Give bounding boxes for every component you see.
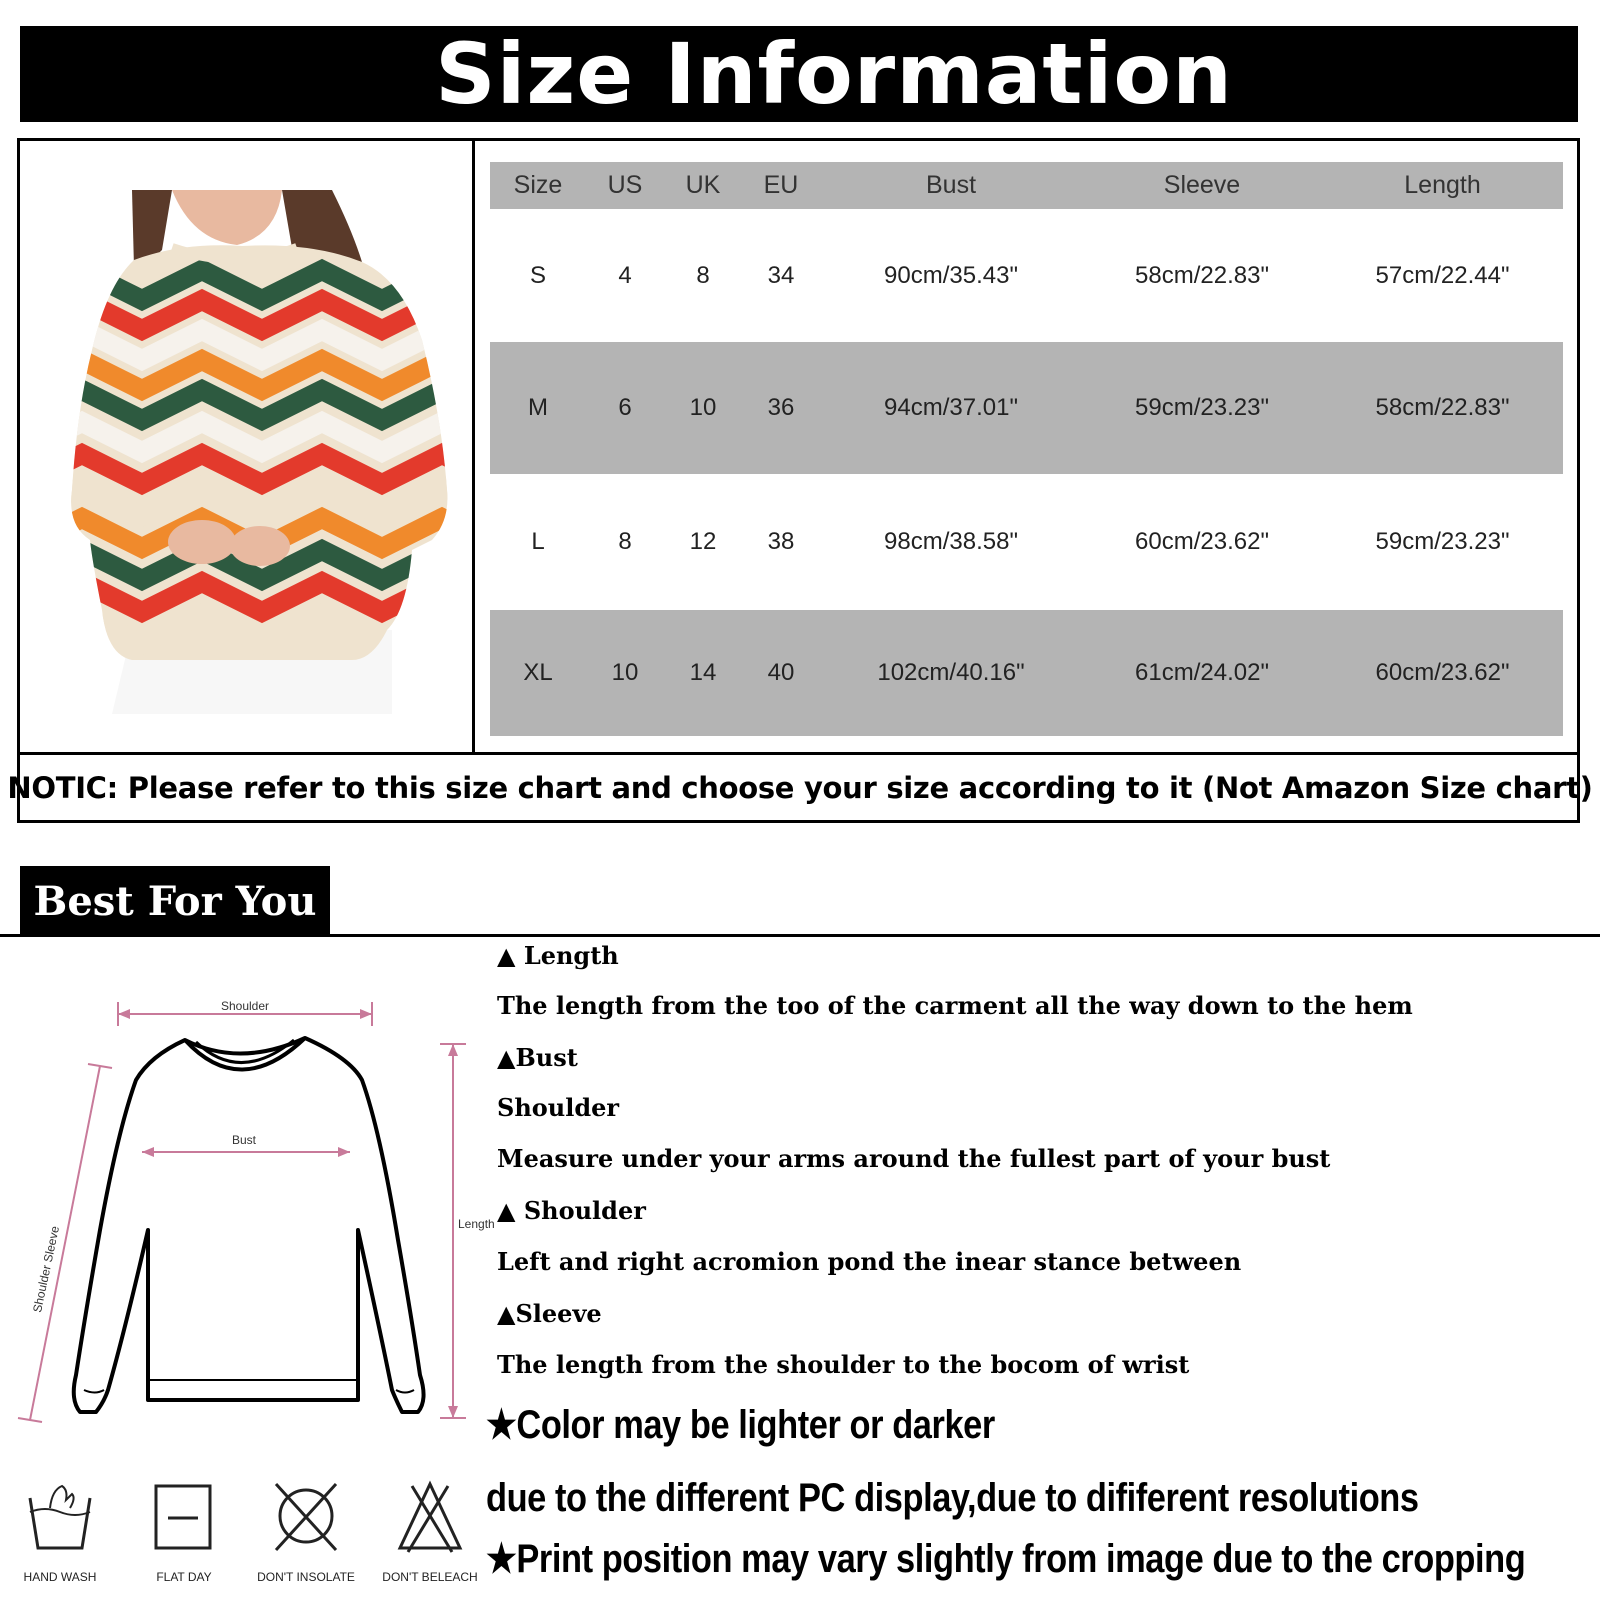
care-label-hand-wash: HAND WASH [23,1570,97,1584]
care-dont-bleach [370,1478,490,1588]
hand-wash-icon [20,1478,100,1558]
measure-text-bust: Measure under your arms around the fullest part of your bust [497,1144,1331,1173]
page-title: Size Information [435,25,1233,123]
care-flat-dry [124,1478,244,1588]
best-for-you-tab: Best For You [20,866,330,936]
cell-bust: 102cm/40.16" [877,659,1025,686]
care-hand-wash [0,1478,120,1588]
cell-length: 57cm/22.44" [1375,261,1510,289]
care-label-flat-dry: FLAT DAY [156,1570,212,1584]
care-dont-insolate [246,1478,366,1588]
cell-length: 59cm/23.23" [1375,528,1510,555]
measure-heading-bust: ▲Bust [497,1043,578,1072]
col-header-length: Length [1404,171,1481,199]
title-band [20,26,1578,122]
care-label-dont-bleach: DON'T BELEACH [382,1570,478,1584]
cell-us: 4 [618,261,632,289]
section-rule [0,934,1600,937]
cell-length: 58cm/22.83" [1375,394,1510,421]
cell-sleeve: 60cm/23.62" [1135,528,1269,555]
cell-us: 10 [611,659,639,686]
cell-uk: 12 [689,528,717,555]
col-header-bust: Bust [925,171,977,199]
diagram-label-length: Length [458,1217,495,1231]
note-color: ★Color may be lighter or darker [486,1403,995,1447]
care-label-dont-insolate: DON'T INSOLATE [257,1570,355,1584]
table-row [490,474,1563,610]
cell-bust: 98cm/38.58" [884,528,1018,555]
measure-text-shoulder: Left and right acromion pond the inear stance between [497,1247,1242,1276]
col-header-sleeve: Sleeve [1163,171,1241,199]
note-print-position: ★Print position may vary slightly from image due to the cropping [486,1537,1526,1581]
diagram-label-bust: Bust [231,1133,257,1147]
product-photo [22,190,466,714]
cell-eu: 38 [767,528,795,555]
sweater-outline-icon [74,1038,424,1412]
cell-size: XL [523,659,553,686]
cell-uk: 10 [689,394,717,421]
col-header-us: US [607,171,643,199]
cell-sleeve: 59cm/23.23" [1135,394,1269,421]
flat-dry-icon [144,1478,224,1558]
cell-bust: 90cm/35.43" [884,261,1018,289]
cell-eu: 34 [767,261,795,289]
measurement-diagram [0,980,495,1430]
measure-text-sleeve: The length from the shoulder to the bocom of wrist [497,1350,1190,1379]
table-row [490,209,1563,342]
measure-text-length: The length from the too of the carment all the way down to the hem [497,991,1413,1020]
photo-divider [472,138,475,753]
cell-uk: 14 [689,659,717,686]
measure-heading-shoulder: ▲ Shoulder [497,1196,646,1225]
diagram-label-shoulder-sleeve: Shoulder Sleeve [30,1224,63,1314]
table-row [490,342,1563,474]
measure-text-bust-shoulder: Shoulder [497,1093,620,1122]
cell-eu: 36 [767,394,795,421]
measure-heading-sleeve: ▲Sleeve [497,1299,602,1328]
cell-us: 8 [618,528,632,555]
cell-eu: 40 [767,659,795,686]
col-header-size: Size [513,171,563,199]
col-header-uk: UK [685,171,721,199]
do-not-bleach-icon [390,1478,470,1558]
table-row [490,610,1563,736]
col-header-eu: EU [763,171,799,199]
cell-size: L [531,528,545,555]
cell-size: S [529,261,546,289]
size-table-header [490,162,1563,209]
cell-sleeve: 61cm/24.02" [1135,659,1269,686]
cell-size: M [528,394,548,421]
cell-length: 60cm/23.62" [1375,659,1510,686]
note-display: due to the different PC display,due to dififerent resolutions [486,1476,1419,1520]
cell-uk: 8 [696,261,710,289]
cell-us: 6 [618,394,632,421]
cell-bust: 94cm/37.01" [884,394,1018,421]
do-not-tumble-dry-icon [266,1478,346,1558]
cell-sleeve: 58cm/22.83" [1135,261,1269,289]
measure-heading-length: ▲ Length [497,941,619,970]
diagram-label-shoulder: Shoulder [220,999,270,1013]
notice-text: NOTIC: Please refer to this size chart and choose your size according to it (Not Amazon Size chart) [7,771,1593,805]
